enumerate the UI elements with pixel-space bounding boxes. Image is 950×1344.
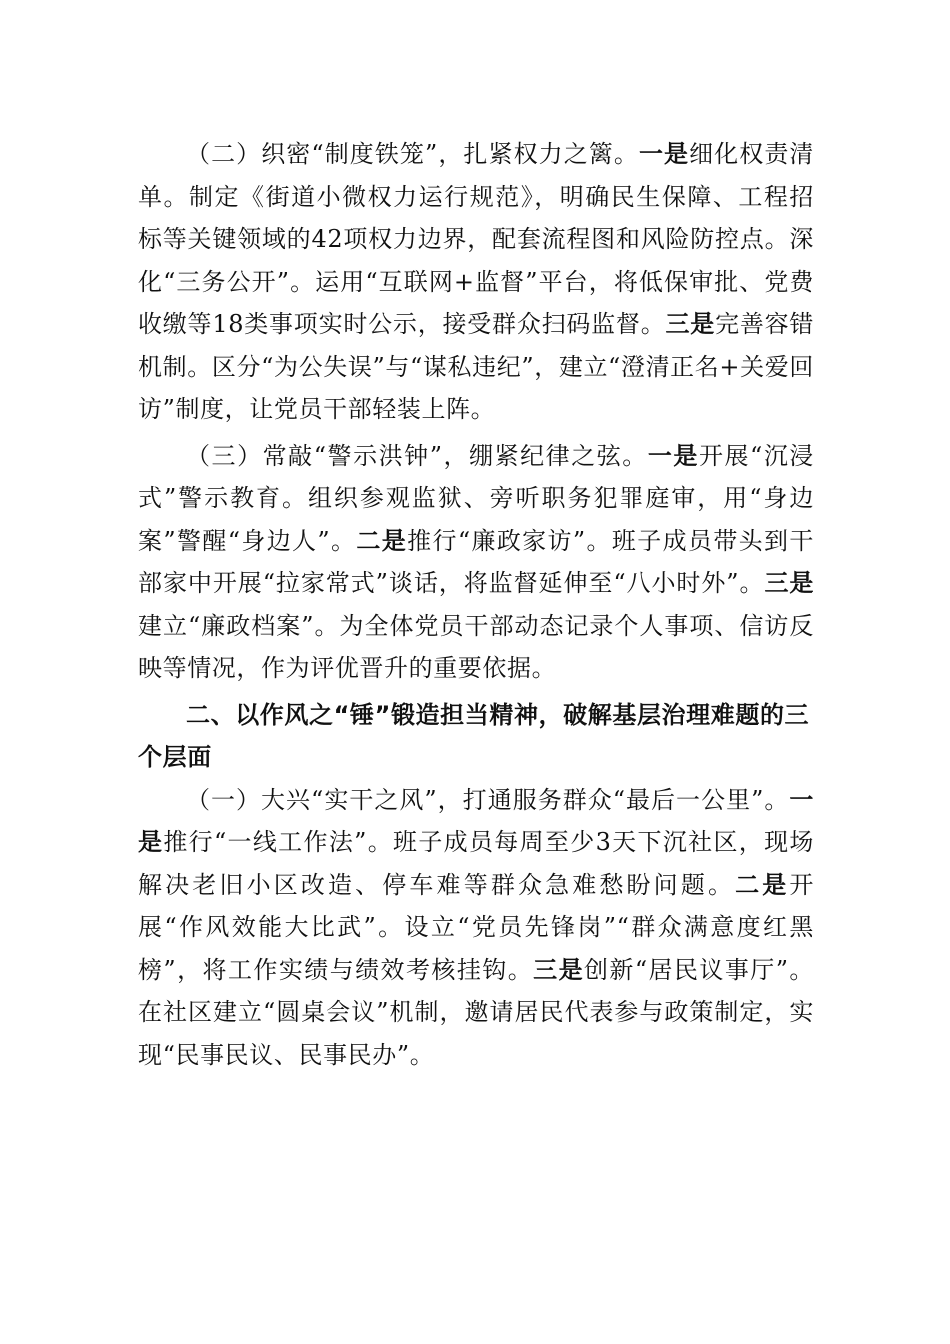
text-run: （三）常敲“警示洪钟”，绷紧纪律之弦。 <box>186 441 648 470</box>
bold-run: 一是 <box>138 785 814 856</box>
bold-run: 三是 <box>764 569 814 597</box>
text-run: 开展“作风效能大比武”。设立“党员先锋岗”“群众满意度红黑榜”，将工作实绩与绩效考核挂钩。 <box>138 870 815 984</box>
text-run: 完善容错机制。区分“为公失误”与“谋私违纪”，建立“澄清正名+关爱回访”制度，让党员干部轻装上阵。 <box>138 310 814 423</box>
bold-run: 二是 <box>356 526 408 555</box>
text-run: （二）织密“制度铁笼”，扎紧权力之篱。 <box>186 140 639 168</box>
para-zhimi-zhidu <box>138 133 814 431</box>
text-run: 细化权责清单。制定《街道小微权力运行规范》，明确民生保障、工程招标等关键领域的42项权力边界，配套流程图和风险防控点。深化“三务公开”。运用“互联网+监督”平台，将低保审批、党费收缴等18类事项实时公示，接受群众扫码监督。 <box>138 140 815 338</box>
heading-section-two: 二、以作风之“锤”锻造担当精神，破解基层治理难题的三个层面 <box>138 700 810 771</box>
bold-run: 二是 <box>735 870 790 899</box>
text-run: 推行“廉政家访”。班子成员带头到干部家中开展“拉家常式”谈话，将监督延伸至“八小时外”。 <box>138 526 814 597</box>
para-jingshi-hongzhong <box>138 435 814 690</box>
text-run: 开展“沉浸式”警示教育。组织参观监狱、旁听职务犯罪庭审，用“身边案”警醒“身边人”。 <box>138 441 814 555</box>
bold-run: 一是 <box>647 441 699 470</box>
bold-run: 三是 <box>533 955 584 984</box>
text-run: 推行“一线工作法”。班子成员每周至少3天下沉社区，现场解决老旧小区改造、停车难等群众急难愁盼问题。 <box>138 828 814 899</box>
bold-run: 三是 <box>665 310 716 338</box>
document-page <box>138 133 814 1080</box>
para-shigan-zhifeng <box>138 779 814 1077</box>
text-run: 创新“居民议事厅”。在社区建立“圆桌会议”机制，邀请居民代表参与政策制定，实现“民事民议、民事民办”。 <box>138 955 814 1069</box>
text-run: （一）大兴“实干之风”，打通服务群众“最后一公里”。 <box>186 785 790 814</box>
text-run: 建立“廉政档案”。为全体党员干部动态记录个人事项、信访反映等情况，作为评优晋升的重要依据。 <box>138 611 814 682</box>
bold-run: 一是 <box>638 140 690 168</box>
